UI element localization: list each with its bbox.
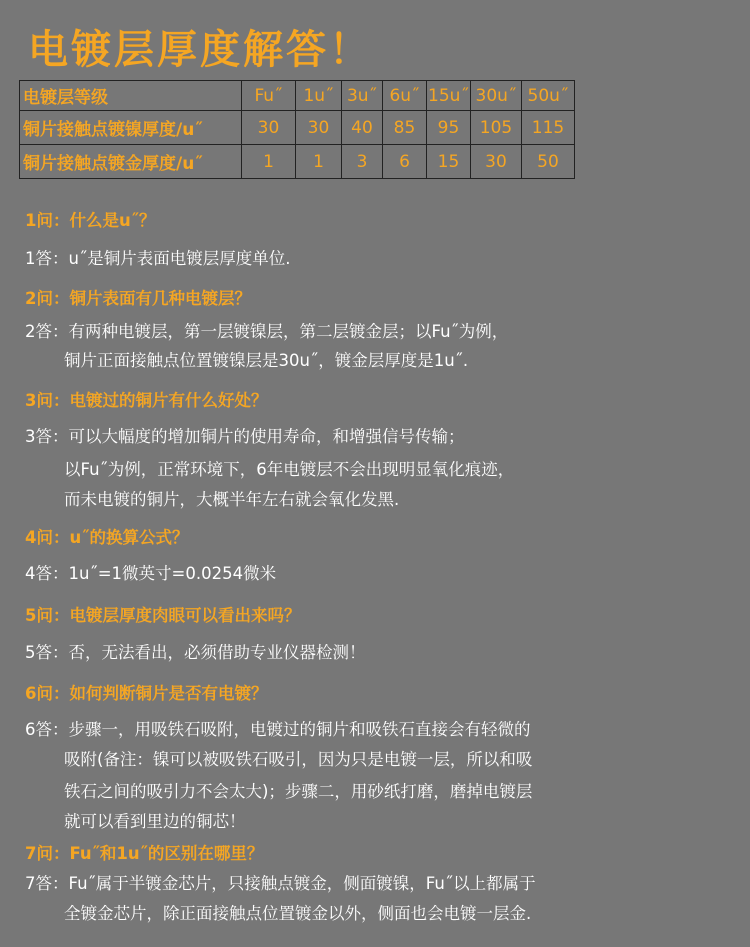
table-cell: 50u˝	[522, 81, 575, 111]
answer-2-line-1: 2答：有两种电镀层，第一层镀镍层，第二层镀金层；以Fu˝为例，	[25, 322, 509, 341]
row-label: 电镀层等级	[20, 81, 242, 111]
table-cell: 115	[522, 111, 575, 145]
table-cell: 6	[383, 145, 427, 179]
table-cell: 1	[242, 145, 296, 179]
table-cell: 15u˝	[427, 81, 471, 111]
question-5: 5问：电镀层厚度肉眼可以看出来吗？	[25, 606, 301, 625]
table-cell: 1u˝	[296, 81, 342, 111]
row-label: 铜片接触点镀镍厚度/u˝	[20, 111, 242, 145]
answer-3-line-2: 以Fu˝为例，正常环境下，6年电镀层不会出现明显氧化痕迹，	[64, 460, 515, 479]
question-4: 4问：u˝的换算公式？	[25, 528, 189, 547]
plating-thickness-table	[19, 80, 575, 179]
table-cell: 30	[242, 111, 296, 145]
question-6: 6问：如何判断铜片是否有电镀？	[25, 684, 268, 703]
table-cell: 15	[427, 145, 471, 179]
table-cell: 6u˝	[383, 81, 427, 111]
question-1: 1问：什么是u˝？	[25, 211, 156, 230]
table-cell: 95	[427, 111, 471, 145]
table-cell: Fu˝	[242, 81, 296, 111]
answer-6-line-3: 铁石之间的吸引力不会太大)；步骤二，用砂纸打磨，磨掉电镀层	[64, 782, 533, 801]
answer-7-line-1: 7答：Fu˝属于半镀金芯片，只接触点镀金，侧面镀镍，Fu˝以上都属于	[25, 874, 536, 893]
page-title: 电镀层厚度解答！	[28, 27, 372, 73]
table-cell: 105	[471, 111, 522, 145]
answer-2-line-2: 铜片正面接触点位置镀镍层是30u˝，镀金层厚度是1u˝.	[64, 351, 469, 370]
table-row	[20, 145, 575, 179]
table-cell: 3	[342, 145, 383, 179]
table-cell: 50	[522, 145, 575, 179]
answer-6-line-2: 吸附(备注：镍可以被吸铁石吸引，因为只是电镀一层，所以和吸	[64, 750, 533, 769]
table-cell: 30	[296, 111, 342, 145]
question-7: 7问：Fu˝和1u˝的区别在哪里？	[25, 844, 264, 863]
answer-6-line-4: 就可以看到里边的铜芯！	[64, 812, 246, 831]
answer-6-line-1: 6答：步骤一，用吸铁石吸附，电镀过的铜片和吸铁石直接会有轻微的	[25, 720, 531, 739]
question-3: 3问：电镀过的铜片有什么好处？	[25, 391, 268, 410]
answer-5-line-1: 5答：否，无法看出，必须借助专业仪器检测！	[25, 643, 366, 662]
answer-4-line-1: 4答：1u˝=1微英寸=0.0254微米	[25, 564, 277, 583]
table-cell: 3u˝	[342, 81, 383, 111]
answer-7-line-2: 全镀金芯片，除正面接触点位置镀金以外，侧面也会电镀一层金.	[64, 904, 532, 923]
question-2: 2问：铜片表面有几种电镀层？	[25, 289, 251, 308]
table-row	[20, 81, 575, 111]
table-cell: 85	[383, 111, 427, 145]
row-label: 铜片接触点镀金厚度/u˝	[20, 145, 242, 179]
table-cell: 40	[342, 111, 383, 145]
answer-3-line-3: 而未电镀的铜片，大概半年左右就会氧化发黑.	[64, 490, 400, 509]
answer-3-line-1: 3答：可以大幅度的增加铜片的使用寿命，和增强信号传输；	[25, 427, 465, 446]
table-cell: 30u˝	[471, 81, 522, 111]
table-cell: 30	[471, 145, 522, 179]
answer-1-line-1: 1答：u˝是铜片表面电镀层厚度单位.	[25, 249, 291, 268]
table-cell: 1	[296, 145, 342, 179]
table-row	[20, 111, 575, 145]
